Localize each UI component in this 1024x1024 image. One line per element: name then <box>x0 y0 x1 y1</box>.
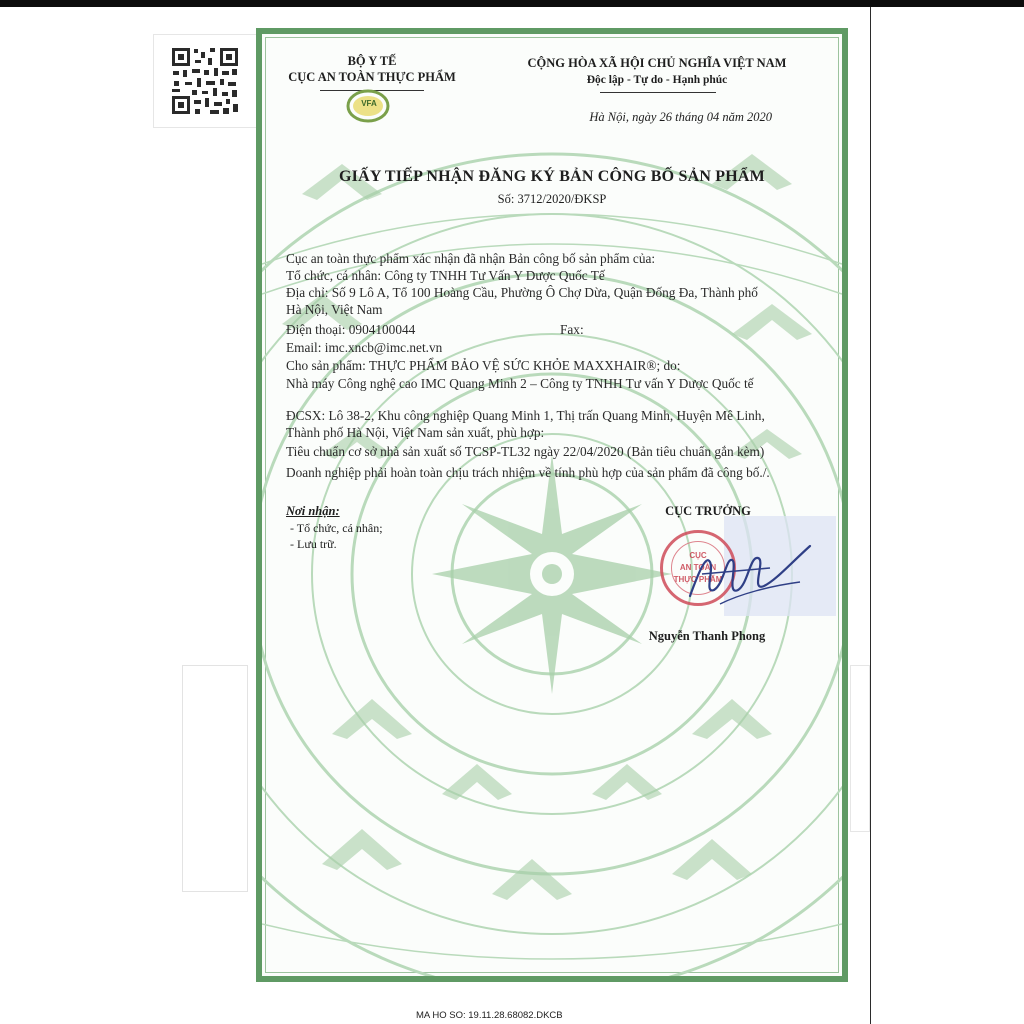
agency-name: CỤC AN TOÀN THỰC PHẨM <box>288 70 456 84</box>
national-motto: Độc lập - Tự do - Hạnh phúc <box>586 74 728 86</box>
manufacturer-line: Nhà máy Công nghệ cao IMC Quang Minh 2 – Công ty TNHH Tư vấn Y Dược Quốc tế <box>286 376 754 391</box>
document-title: GIẤY TIẾP NHẬN ĐĂNG KÝ BẢN CÔNG BỐ SẢN PHẨM <box>339 168 765 185</box>
organization-line: Tổ chức, cá nhân: Công ty TNHH Tư Vấn Y Dược Quốc Tế <box>286 268 605 283</box>
intro-line: Cục an toàn thực phẩm xác nhận đã nhận Bản công bố sản phẩm của: <box>286 251 656 266</box>
stamp-text: AN TOÀN <box>679 563 717 572</box>
page-edge-line <box>870 7 871 1024</box>
product-line: Cho sản phẩm: THỰC PHẨM BẢO VỆ SỨC KHỎE MAXXHAIR®; do: <box>286 358 681 373</box>
recipient-item: - Lưu trữ. <box>290 537 337 551</box>
recipient-item: - Tổ chức, cá nhân; <box>290 521 383 535</box>
record-code: MA HO SO: 19.11.28.68082.DKCB <box>416 1010 563 1021</box>
signer-role: CỤC TRƯỞNG <box>665 504 751 518</box>
motto-underline <box>600 92 716 93</box>
stamp-text: THỰC PHẨM <box>673 575 723 584</box>
country-name: CỘNG HÒA XÃ HỘI CHỦ NGHĨA VIỆT NAM <box>527 56 787 70</box>
qr-code <box>153 34 257 128</box>
factory-address-line-1: ĐCSX: Lô 38-2, Khu công nghiệp Quang Minh 1, Thị trấn Quang Minh, Huyện Mê Linh, <box>286 408 765 423</box>
standard-line: Tiêu chuẩn cơ sở nhà sản xuất số TCSP-TL32 ngày 22/04/2020 (Bản tiêu chuẩn gắn kèm) <box>286 444 765 459</box>
document-number: Số: 3712/2020/ĐKSP <box>497 192 607 206</box>
factory-address-line-2: Thành phố Hà Nội, Việt Nam sản xuất, phù hợp: <box>286 425 545 440</box>
fax-line: Fax: <box>560 322 584 337</box>
signer-name: Nguyễn Thanh Phong <box>648 629 766 643</box>
certificate-document <box>256 28 848 982</box>
handwritten-signature <box>680 534 820 614</box>
qr-code-icon <box>170 46 240 116</box>
top-black-bar <box>0 0 1024 7</box>
left-margin-panel <box>182 665 248 892</box>
stamp-text: CỤC <box>689 551 707 560</box>
ministry-name: BỘ Y TẾ <box>347 54 397 68</box>
logo-text: VFA <box>361 99 377 108</box>
phone-line: Điện thoại: 0904100044 <box>286 322 416 337</box>
address-line-2: Hà Nội, Việt Nam <box>286 302 383 317</box>
recipients-heading: Nơi nhận: <box>286 504 340 518</box>
address-line-1: Địa chỉ: Số 9 Lô A, Tổ 100 Hoàng Cầu, Phường Ô Chợ Dừa, Quận Đống Đa, Thành phố <box>286 285 758 300</box>
responsibility-line: Doanh nghiệp phải hoàn toàn chịu trách nhiệm về tính phù hợp của sản phẩm đã công bố./. <box>286 465 770 480</box>
place-date: Hà Nội, ngày 26 tháng 04 năm 2020 <box>589 110 772 124</box>
email-line: Email: imc.xncb@imc.net.vn <box>286 340 443 355</box>
right-margin-panel <box>850 665 870 832</box>
